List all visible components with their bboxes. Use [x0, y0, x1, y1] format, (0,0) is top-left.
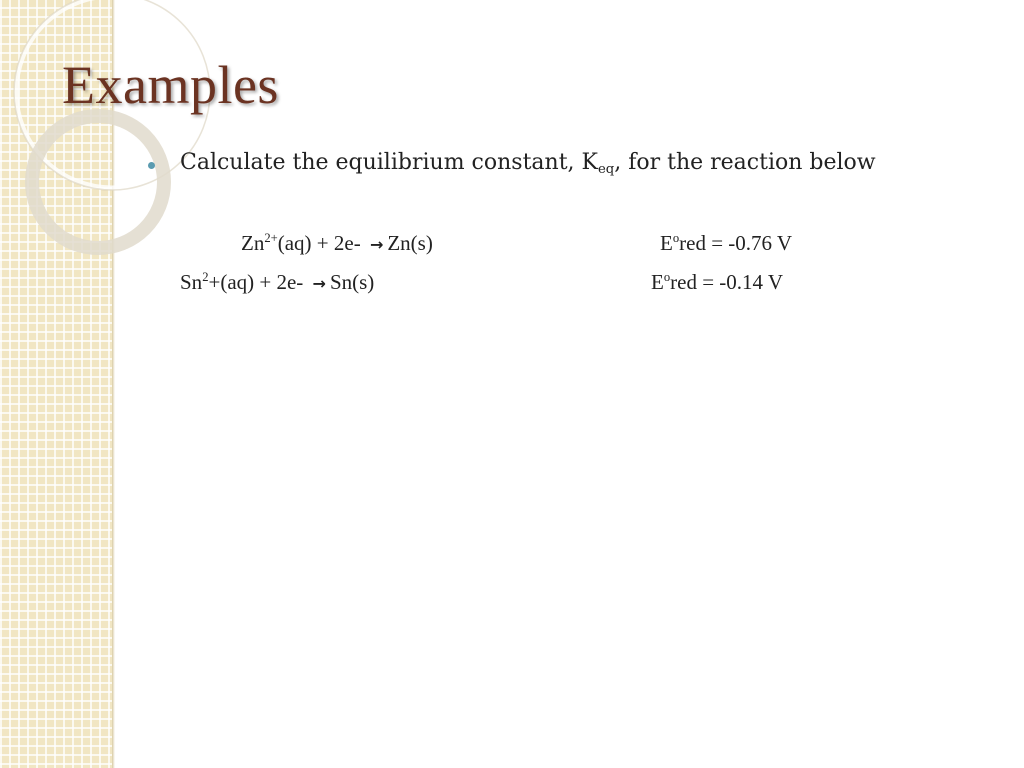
potential-sn-value: red = -0.14 V	[670, 270, 784, 294]
reaction-zn-potential	[660, 231, 792, 256]
reaction-zn-product: Zn(s)	[387, 231, 433, 255]
reaction-zn-element: Zn	[241, 231, 265, 255]
decorative-rings	[0, 0, 160, 260]
reaction-sn-reactants: +(aq) + 2e-	[208, 270, 309, 294]
slide-title: Examples	[62, 55, 279, 115]
potential-zn-degree: o	[672, 231, 680, 245]
bullet-text-end: , for the reaction below	[614, 150, 876, 175]
reaction-sn-potential	[651, 270, 783, 295]
bullet-point-icon	[148, 162, 155, 169]
reaction-zn-charge: 2+	[264, 231, 278, 245]
reaction-sn-equation	[180, 270, 374, 295]
reaction-arrow-icon: →	[312, 274, 326, 293]
reaction-zn-equation	[241, 231, 433, 256]
reaction-sn-element: Sn	[180, 270, 203, 294]
reaction-arrow-icon: →	[369, 235, 384, 254]
bullet-text	[180, 150, 876, 177]
reaction-sn-charge: 2	[202, 270, 209, 284]
reaction-sn-product: Sn(s)	[329, 270, 375, 294]
potential-zn-e: E	[660, 231, 673, 255]
potential-sn-e: E	[651, 270, 664, 294]
keq-subscript: eq	[597, 162, 615, 177]
potential-sn-degree: o	[663, 270, 671, 284]
reaction-zn-reactants: (aq) + 2e-	[277, 231, 366, 255]
potential-zn-value: red = -0.76 V	[679, 231, 793, 255]
bullet-text-start: Calculate the equilibrium constant, K	[180, 150, 598, 175]
